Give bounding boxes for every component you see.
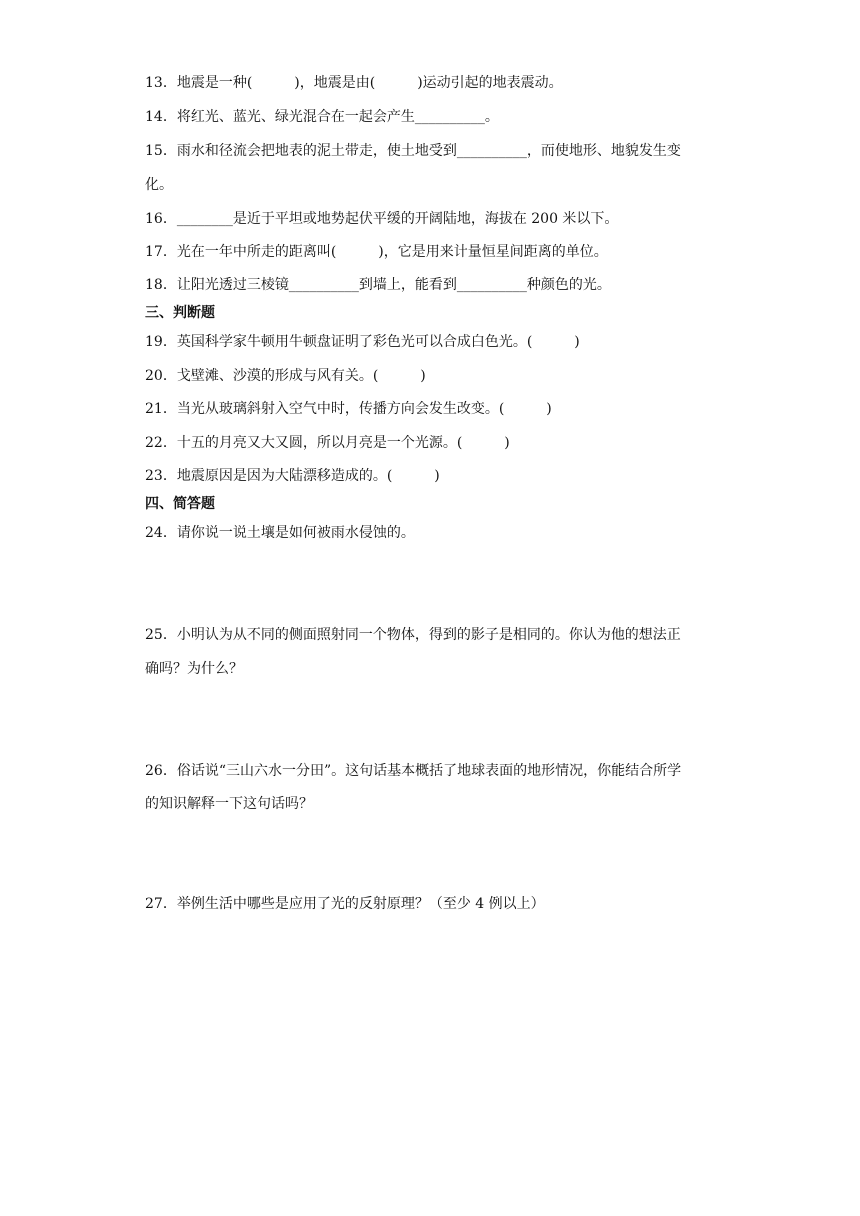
question-23: 23．地震原因是因为大陆漂移造成的。( ) — [145, 468, 440, 484]
section-3-heading: 三、判断题 — [145, 305, 215, 321]
question-26-line-1: 26．俗话说“三山六水一分田”。这句话基本概括了地球表面的地形情况，你能结合所学 — [145, 763, 682, 779]
question-25-line-2: 确吗？为什么？ — [145, 661, 243, 677]
question-16: 16．________是近于平坦或地势起伏平缓的开阔陆地，海拔在 200 米以下。 — [145, 211, 619, 227]
question-19: 19．英国科学家牛顿用牛顿盘证明了彩色光可以合成白色光。( ) — [145, 334, 580, 350]
question-17: 17．光在一年中所走的距离叫( )，它是用来计量恒星间距离的单位。 — [145, 244, 608, 260]
question-18: 18．让阳光透过三棱镜__________到墙上，能看到__________种颜色的光。 — [145, 277, 611, 293]
question-20: 20．戈壁滩、沙漠的形成与风有关。( ) — [145, 368, 426, 384]
question-13: 13．地震是一种( )，地震是由( )运动引起的地表震动。 — [145, 75, 563, 91]
question-25-line-1: 25．小明认为从不同的侧面照射同一个物体，得到的影子是相同的。你认为他的想法正 — [145, 627, 681, 643]
question-21: 21．当光从玻璃斜射入空气中时，传播方向会发生改变。( ) — [145, 401, 552, 417]
question-22: 22．十五的月亮又大又圆，所以月亮是一个光源。( ) — [145, 435, 510, 451]
question-14: 14．将红光、蓝光、绿光混合在一起会产生__________。 — [145, 109, 499, 125]
section-4-heading: 四、简答题 — [145, 496, 215, 512]
question-27: 27．举例生活中哪些是应用了光的反射原理？（至少 4 例以上） — [145, 896, 545, 912]
question-24: 24．请你说一说土壤是如何被雨水侵蚀的。 — [145, 525, 415, 541]
question-26-line-2: 的知识解释一下这句话吗？ — [145, 796, 313, 812]
question-15-line-1: 15．雨水和径流会把地表的泥土带走，使土地受到__________，而使地形、地貌发生变 — [145, 143, 681, 159]
question-15-line-2: 化。 — [145, 177, 173, 193]
